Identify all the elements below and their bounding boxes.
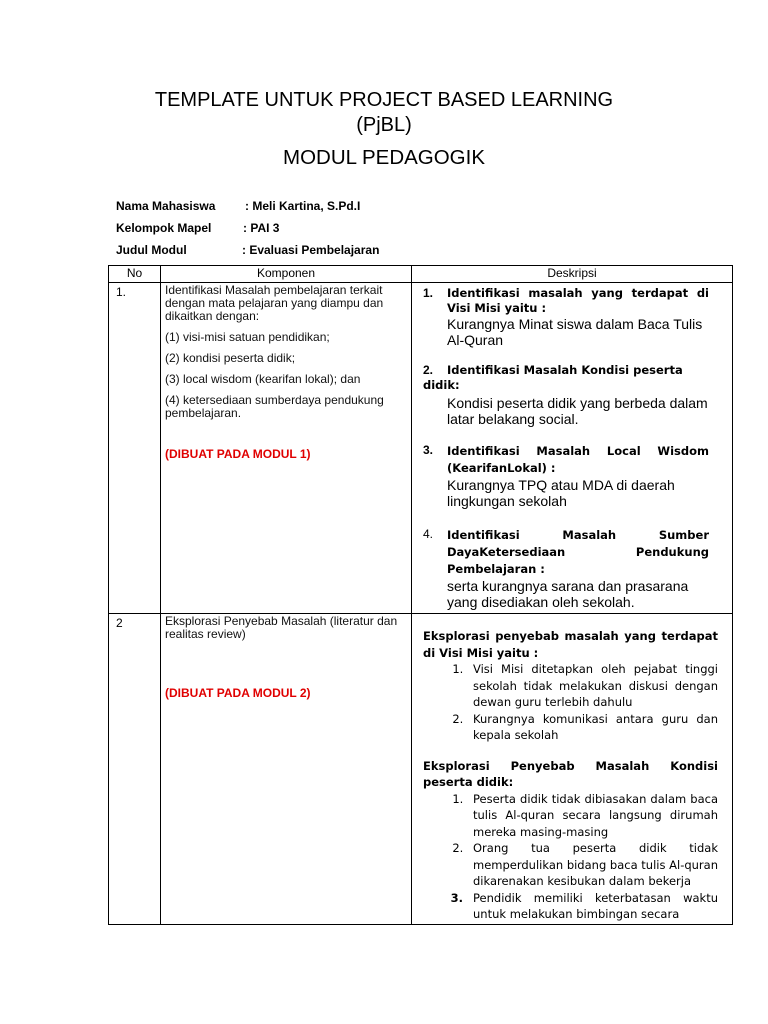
row-number: 1. (109, 283, 161, 614)
row-number: 2 (109, 614, 161, 925)
module-note: (DIBUAT PADA MODUL 2) (165, 686, 311, 700)
eksplorasi-list (423, 791, 718, 923)
module-note: (DIBUAT PADA MODUL 1) (165, 447, 311, 461)
deskripsi-cell (412, 283, 733, 614)
section-text: Kurangnya TPQ atau MDA di daerah lingkungan sekolah (447, 477, 675, 509)
deskripsi-section (423, 527, 718, 610)
section-heading: Identifikasi masalah yang terdapat di Visi Misi yaitu : (447, 286, 709, 315)
eksplorasi-heading: Eksplorasi penyebab masalah yang terdapat di Visi Misi yaitu : (423, 629, 718, 660)
eksplorasi-heading: Eksplorasi Penyebab Masalah Kondisi peserta didik: (423, 758, 718, 789)
section-heading: Identifikasi Masalah Local Wisdom (KearifanLokal) : (447, 444, 709, 475)
list-item: 3. Pendidik memiliki keterbatasan waktu untuk melakukan bimbingan secara (467, 890, 718, 923)
nama-value: : Meli Kartina, S.Pd.I (245, 199, 361, 213)
komponen-item: (1) visi-misi satuan pendidikan; (165, 330, 330, 344)
kelompok-label: Kelompok Mapel (116, 221, 212, 235)
pjbl-table (108, 265, 733, 925)
table-row (109, 283, 733, 614)
section-text: Kurangnya Minat siswa dalam Baca Tulis Al-Quran (447, 316, 703, 348)
table-row (109, 614, 733, 925)
section-number: 3. (423, 443, 434, 457)
module-title: MODUL PEDAGOGIK (283, 146, 485, 169)
section-number: 4. (423, 527, 434, 541)
list-item: 1. Visi Misi ditetapkan oleh pejabat tinggi sekolah tidak melakukan diskusi dengan dewan guru terlebih dahulu (467, 661, 718, 711)
komponen-intro: Identifikasi Masalah pembelajaran terkait dengan mata pelajaran yang diampu dan dikaitkan dengan: (165, 283, 384, 323)
document-subtitle: (PjBL) (356, 114, 412, 136)
section-text: Kondisi peserta didik yang berbeda dalam latar belakang social. (447, 395, 708, 427)
komponen-cell (161, 283, 412, 614)
deskripsi-section (423, 363, 718, 427)
deskripsi-section (423, 286, 718, 348)
eksplorasi-list (423, 661, 718, 744)
header-deskripsi: Deskripsi (412, 266, 733, 283)
section-heading: Identifikasi Masalah Sumber DayaKetersediaan Pendukung Pembelajaran : (447, 528, 709, 576)
list-item: 1. Peserta didik tidak dibiasakan dalam baca tulis Al-quran secara langsung dirumah mereka masing-masing (467, 791, 718, 841)
section-number: 1. (423, 286, 434, 300)
deskripsi-cell (412, 614, 733, 925)
komponen-item: (2) kondisi peserta didik; (165, 351, 296, 365)
document-title: TEMPLATE UNTUK PROJECT BASED LEARNING (154, 89, 614, 111)
deskripsi-section (423, 443, 718, 509)
section-heading: Identifikasi Masalah Kondisi peserta didik: (423, 363, 683, 392)
list-item: 2. Orang tua peserta didik tidak memperdulikan bidang baca tulis Al-quran dikarenakan kesibukan dalam bekerja (467, 840, 718, 890)
header-no: No (109, 266, 161, 283)
judul-label: Judul Modul (116, 243, 187, 257)
nama-label: Nama Mahasiswa (116, 199, 216, 213)
table-header-row (109, 266, 733, 283)
section-number: 2. (423, 363, 434, 377)
komponen-item: (3) local wisdom (kearifan lokal); dan (165, 372, 361, 386)
judul-value: : Evaluasi Pembelajaran (242, 243, 380, 257)
section-text: serta kurangnya sarana dan prasarana yang disediakan oleh sekolah. (447, 578, 689, 610)
komponen-cell (161, 614, 412, 925)
komponen-intro: Eksplorasi Penyebab Masalah (literatur dan realitas review) (165, 614, 398, 641)
header-komponen: Komponen (161, 266, 412, 283)
kelompok-value: : PAI 3 (243, 221, 280, 235)
komponen-item: (4) ketersediaan sumberdaya pendukung pembelajaran. (165, 393, 384, 420)
list-item: 2. Kurangnya komunikasi antara guru dan kepala sekolah (467, 711, 718, 744)
